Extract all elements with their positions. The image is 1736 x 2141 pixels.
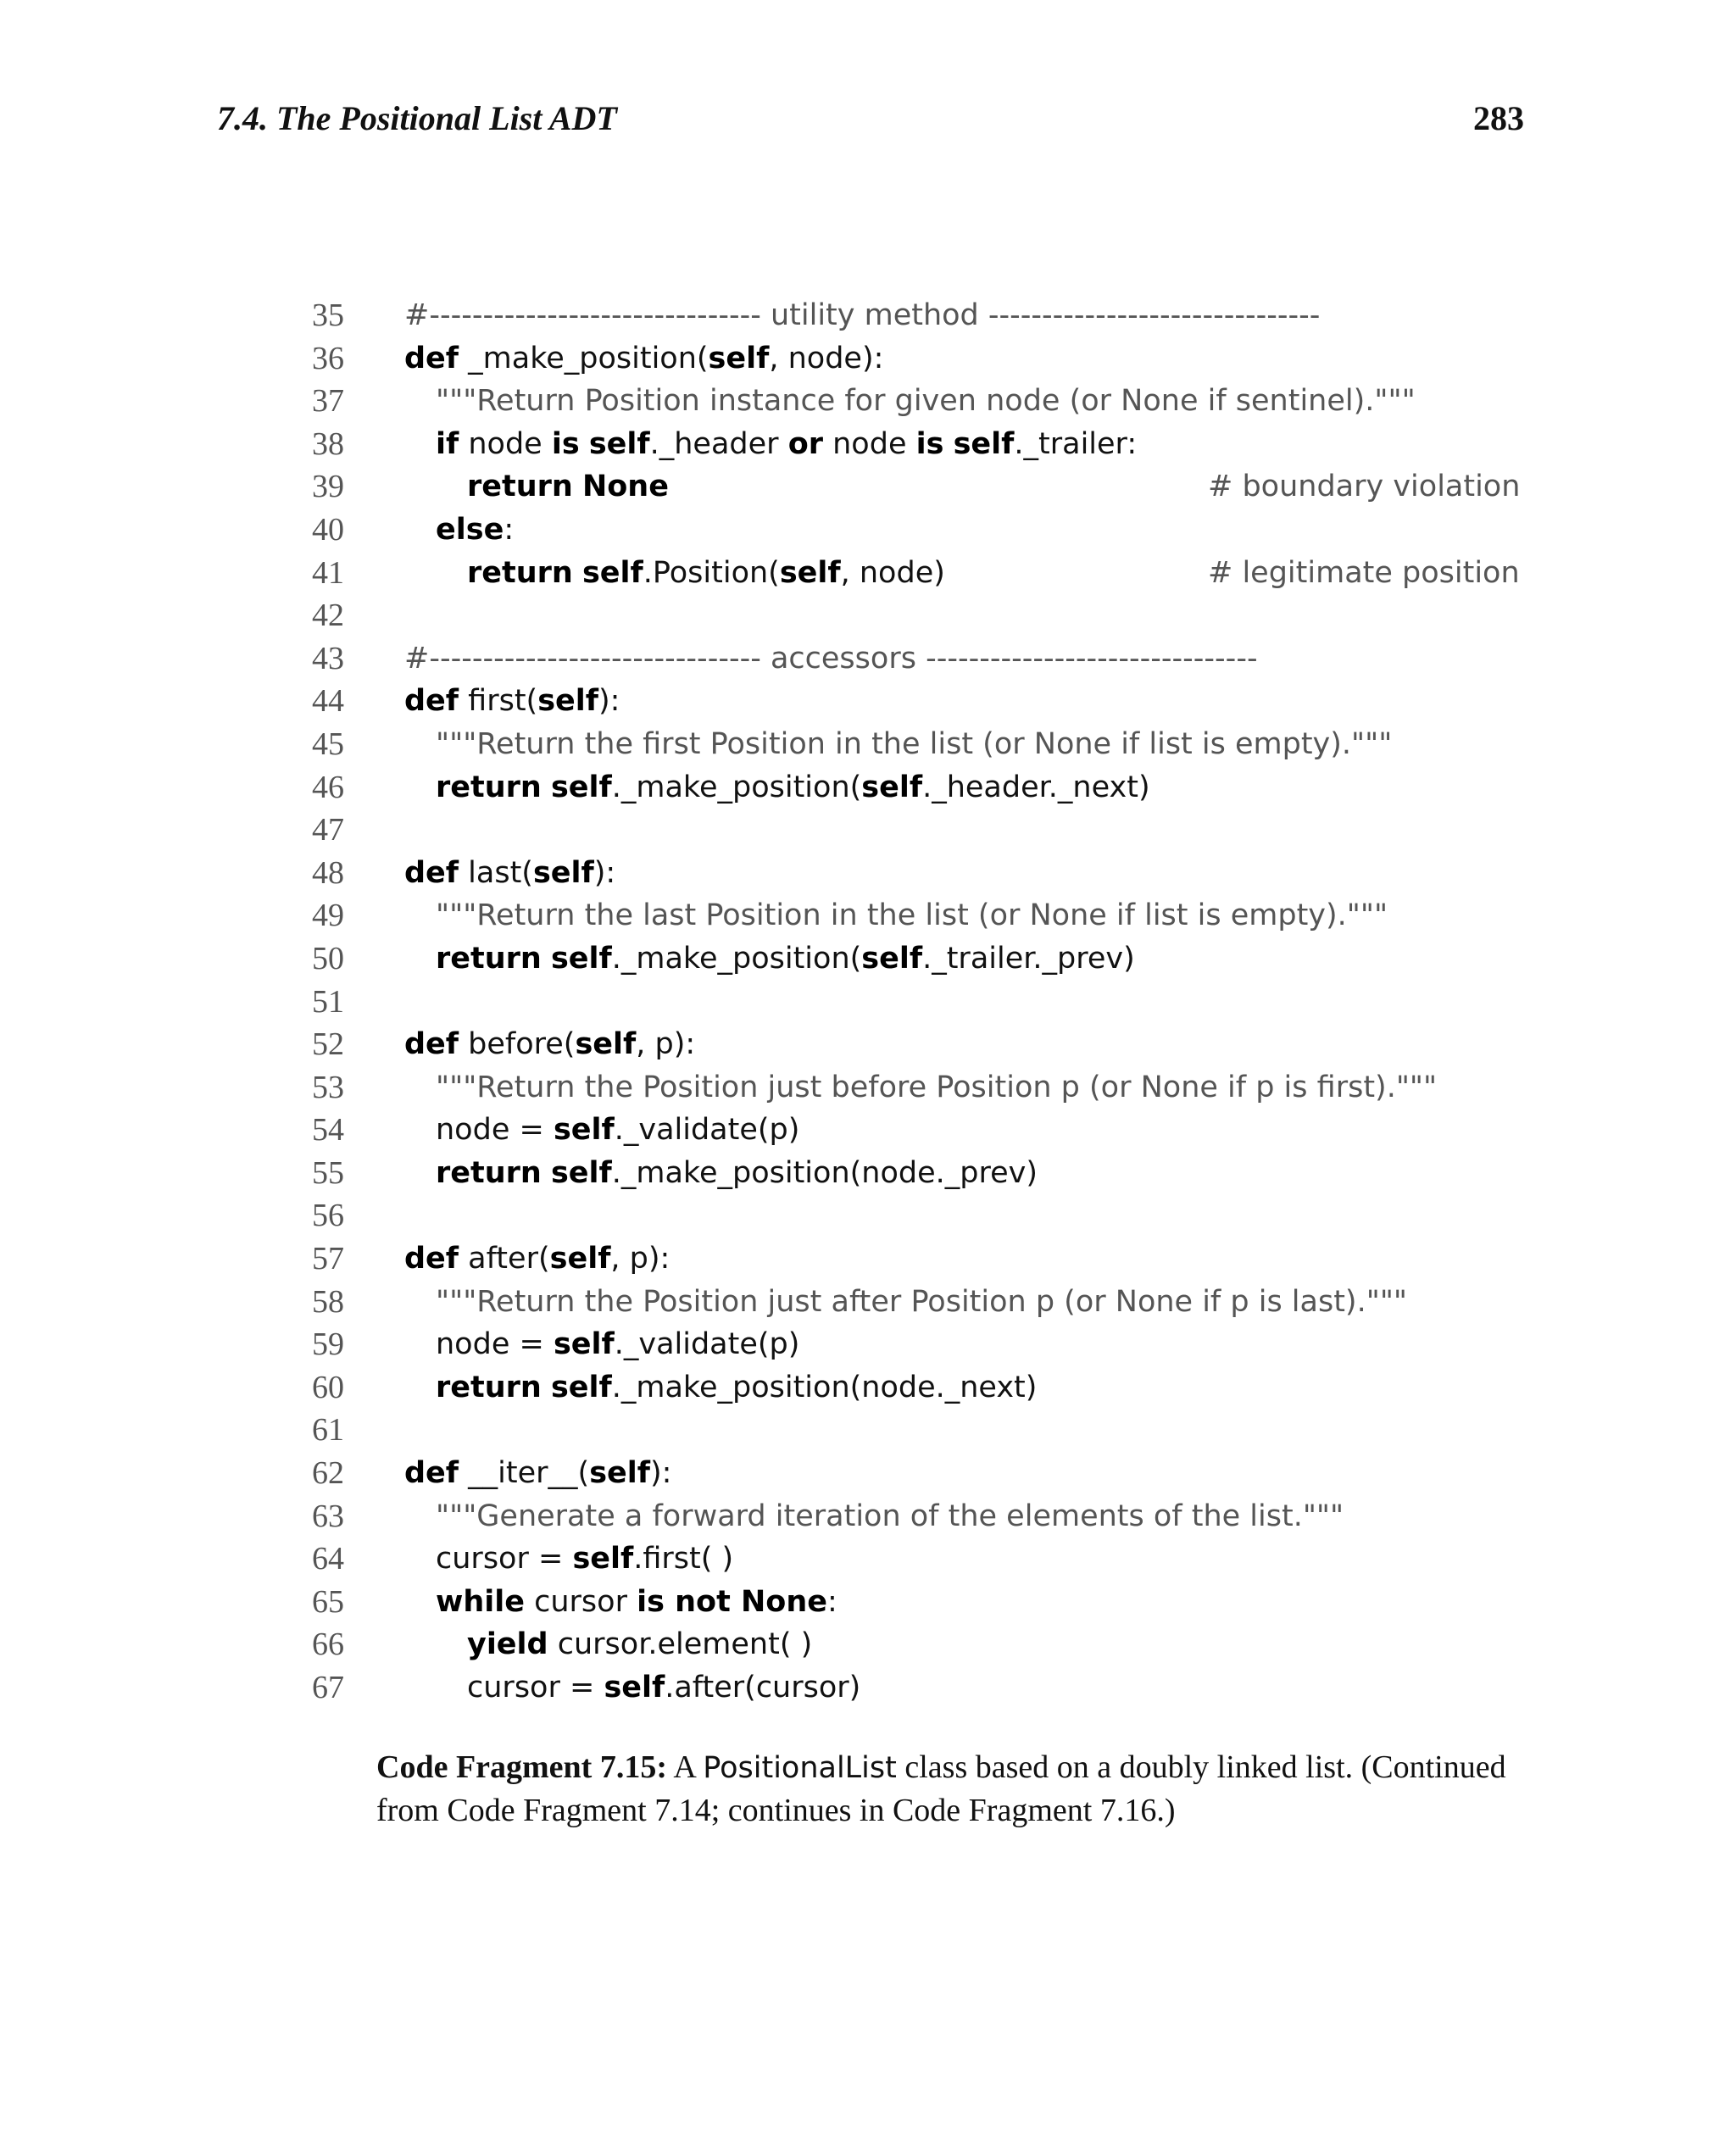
code-keyword: is not None bbox=[637, 1584, 827, 1619]
code-text bbox=[436, 1152, 1038, 1195]
inline-comment: # legitimate position bbox=[1208, 555, 1520, 590]
code-text bbox=[467, 465, 669, 509]
code-line bbox=[288, 1495, 1526, 1538]
code-token: ): bbox=[593, 855, 616, 890]
code-text bbox=[436, 509, 514, 552]
code-line bbox=[288, 1109, 1526, 1152]
code-keyword: self bbox=[861, 770, 923, 804]
line-number: 63 bbox=[312, 1498, 344, 1534]
code-keyword: self bbox=[532, 855, 594, 890]
code-line bbox=[288, 423, 1526, 466]
code-line bbox=[288, 509, 1526, 552]
code-keyword: return bbox=[467, 555, 573, 590]
code-token: ._make_position(node._prev) bbox=[611, 1155, 1038, 1190]
code-token: ._make_position( bbox=[611, 941, 862, 976]
line-number: 46 bbox=[312, 769, 344, 805]
code-text bbox=[436, 1066, 1437, 1109]
code-text bbox=[467, 552, 945, 595]
code-keyword: while bbox=[436, 1584, 525, 1619]
code-line bbox=[288, 1152, 1526, 1195]
code-text bbox=[436, 723, 1392, 766]
code-line bbox=[288, 1581, 1526, 1624]
code-token bbox=[943, 427, 953, 461]
code-keyword: self bbox=[581, 555, 643, 590]
code-token: ): bbox=[649, 1456, 672, 1491]
code-keyword: self bbox=[550, 1155, 612, 1190]
code-token: ._make_position( bbox=[611, 770, 862, 804]
code-keyword: self bbox=[550, 770, 612, 804]
line-number: 41 bbox=[312, 554, 344, 591]
code-keyword: self bbox=[779, 555, 841, 590]
code-keyword: self bbox=[861, 941, 923, 976]
section-title: 7.4. The Positional List ADT bbox=[217, 99, 617, 137]
code-line bbox=[288, 1623, 1526, 1666]
code-line bbox=[288, 723, 1526, 766]
line-number: 43 bbox=[312, 640, 344, 676]
line-number: 35 bbox=[312, 298, 344, 333]
line-number: 47 bbox=[312, 812, 344, 848]
code-token: : bbox=[504, 512, 515, 547]
code-keyword: def bbox=[404, 684, 459, 719]
line-number: 64 bbox=[312, 1541, 344, 1577]
inline-comment: # boundary violation bbox=[1208, 470, 1521, 504]
code-line bbox=[288, 809, 1526, 852]
code-text bbox=[467, 1623, 812, 1666]
code-token: ._validate(p) bbox=[614, 1113, 800, 1148]
code-docstring: """Return the last Position in the list (or None if list is empty).""" bbox=[436, 898, 1388, 933]
code-token: ._make_position(node._next) bbox=[611, 1370, 1038, 1404]
code-keyword: self bbox=[588, 426, 650, 461]
line-number: 66 bbox=[312, 1627, 344, 1663]
code-token: ._header bbox=[649, 426, 788, 461]
code-token: .Position( bbox=[643, 555, 780, 590]
code-comment: #------------------------------- utility method ------------------------------- bbox=[404, 298, 1321, 332]
code-line bbox=[288, 1452, 1526, 1495]
line-number: 39 bbox=[312, 469, 344, 505]
code-keyword: self bbox=[575, 1027, 637, 1062]
code-keyword: is bbox=[915, 426, 944, 461]
code-token: cursor = bbox=[467, 1671, 604, 1704]
code-text bbox=[404, 1237, 670, 1281]
code-line bbox=[288, 1323, 1526, 1366]
code-token: _make_position( bbox=[459, 341, 709, 375]
code-line bbox=[288, 1538, 1526, 1581]
code-text bbox=[404, 637, 1258, 681]
code-listing bbox=[288, 294, 1526, 1710]
code-token: __iter__( bbox=[459, 1456, 590, 1491]
line-number: 59 bbox=[312, 1326, 344, 1363]
code-line bbox=[288, 1366, 1526, 1410]
code-token: cursor.element( ) bbox=[548, 1627, 813, 1662]
code-line bbox=[288, 294, 1526, 337]
line-number: 62 bbox=[312, 1455, 344, 1492]
code-keyword: def bbox=[404, 1456, 459, 1491]
line-number: 36 bbox=[312, 340, 344, 376]
code-keyword: self bbox=[572, 1542, 634, 1577]
code-token: , node) bbox=[840, 555, 945, 590]
code-text bbox=[404, 337, 883, 381]
code-token bbox=[573, 470, 582, 503]
code-keyword: is bbox=[551, 426, 580, 461]
page-number: 283 bbox=[1473, 99, 1524, 137]
line-number: 51 bbox=[312, 983, 344, 1020]
code-token: after( bbox=[459, 1242, 550, 1276]
code-token: .first( ) bbox=[633, 1542, 734, 1577]
code-token: ._validate(p) bbox=[614, 1327, 800, 1362]
code-token bbox=[542, 942, 551, 976]
code-text bbox=[404, 1452, 671, 1495]
code-text bbox=[436, 1109, 799, 1152]
code-keyword: or bbox=[787, 426, 823, 461]
code-text bbox=[436, 1495, 1344, 1538]
code-token: cursor = bbox=[436, 1542, 573, 1577]
line-number: 38 bbox=[312, 425, 344, 462]
code-token: , node): bbox=[769, 341, 884, 375]
code-line bbox=[288, 680, 1526, 723]
code-line bbox=[288, 1023, 1526, 1066]
code-token: before( bbox=[459, 1027, 576, 1062]
code-keyword: self bbox=[537, 684, 599, 719]
line-number: 57 bbox=[312, 1241, 344, 1277]
line-number: 53 bbox=[312, 1069, 344, 1105]
code-line bbox=[288, 894, 1526, 937]
line-number: 54 bbox=[312, 1112, 344, 1148]
code-keyword: def bbox=[404, 1027, 459, 1062]
line-number: 55 bbox=[312, 1154, 344, 1191]
code-text bbox=[436, 1281, 1407, 1324]
code-token bbox=[542, 770, 551, 804]
code-keyword: return bbox=[436, 1370, 542, 1404]
line-number: 40 bbox=[312, 511, 344, 548]
code-keyword: None bbox=[581, 470, 669, 504]
code-keyword: self bbox=[604, 1671, 665, 1704]
code-text bbox=[436, 894, 1388, 937]
code-token: .after(cursor) bbox=[665, 1671, 861, 1704]
code-token: , p): bbox=[610, 1242, 670, 1276]
code-docstring: """Generate a forward iteration of the elements of the list.""" bbox=[436, 1499, 1344, 1533]
code-keyword: self bbox=[550, 1370, 612, 1404]
code-line bbox=[288, 766, 1526, 809]
code-keyword: return bbox=[436, 1155, 542, 1190]
code-text bbox=[436, 1323, 799, 1366]
line-number: 67 bbox=[312, 1670, 344, 1705]
code-text bbox=[436, 1366, 1037, 1410]
line-number: 65 bbox=[312, 1583, 344, 1620]
code-token bbox=[580, 427, 589, 461]
code-text bbox=[404, 294, 1320, 337]
code-text bbox=[404, 852, 615, 895]
caption-text: class based on a doubly linked list. (Continued from Code Fragment 7.14; continues in Code Fragment 7.16.) bbox=[376, 1749, 1506, 1828]
line-number: 42 bbox=[312, 598, 344, 634]
code-token: ._trailer._prev) bbox=[922, 941, 1135, 976]
code-keyword: else bbox=[436, 512, 504, 547]
code-token bbox=[542, 1371, 551, 1404]
code-keyword: def bbox=[404, 1242, 459, 1276]
code-line bbox=[288, 1066, 1526, 1109]
code-docstring: """Return the Position just before Position p (or None if p is first).""" bbox=[436, 1070, 1438, 1104]
line-number: 56 bbox=[312, 1198, 344, 1234]
code-keyword: if bbox=[436, 426, 459, 461]
line-number: 58 bbox=[312, 1283, 344, 1320]
figure-caption bbox=[376, 1746, 1529, 1832]
code-keyword: self bbox=[708, 341, 770, 375]
code-line bbox=[288, 1281, 1526, 1324]
code-keyword: self bbox=[953, 426, 1015, 461]
code-keyword: return bbox=[436, 770, 542, 804]
code-line bbox=[288, 1237, 1526, 1281]
code-line bbox=[288, 1666, 1526, 1710]
code-token: node = bbox=[436, 1113, 554, 1148]
running-header bbox=[217, 98, 1524, 149]
code-token: ): bbox=[598, 684, 620, 719]
line-number: 49 bbox=[312, 898, 344, 934]
code-token: node bbox=[459, 426, 552, 461]
code-text bbox=[467, 1666, 860, 1710]
code-text bbox=[436, 937, 1135, 981]
code-text bbox=[436, 380, 1416, 423]
code-token: first( bbox=[459, 684, 538, 719]
code-keyword: return bbox=[467, 470, 573, 504]
code-keyword: def bbox=[404, 341, 459, 375]
code-token: last( bbox=[459, 855, 533, 890]
line-number: 45 bbox=[312, 726, 344, 762]
code-line bbox=[288, 465, 1526, 509]
code-line bbox=[288, 594, 1526, 637]
code-text bbox=[436, 423, 1137, 466]
code-line bbox=[288, 981, 1526, 1024]
code-line bbox=[288, 637, 1526, 681]
line-number: 60 bbox=[312, 1369, 344, 1405]
code-keyword: return bbox=[436, 941, 542, 976]
code-keyword: def bbox=[404, 855, 459, 890]
code-docstring: """Return Position instance for given node (or None if sentinel).""" bbox=[436, 384, 1416, 419]
code-line bbox=[288, 380, 1526, 423]
caption-label: Code Fragment 7.15: bbox=[376, 1749, 667, 1785]
code-text bbox=[404, 1023, 695, 1066]
code-token: : bbox=[826, 1584, 837, 1619]
code-line bbox=[288, 552, 1526, 595]
code-text bbox=[436, 766, 1150, 809]
caption-pre: A bbox=[666, 1749, 704, 1785]
code-docstring: """Return the Position just after Position p (or None if p is last).""" bbox=[436, 1284, 1408, 1319]
code-token: node = bbox=[436, 1327, 554, 1362]
code-token: , p): bbox=[636, 1027, 696, 1062]
code-text bbox=[404, 680, 620, 723]
code-token: node bbox=[823, 426, 916, 461]
code-token bbox=[573, 556, 582, 590]
line-number: 37 bbox=[312, 383, 344, 420]
code-keyword: self bbox=[553, 1113, 615, 1148]
line-number: 48 bbox=[312, 854, 344, 891]
code-text bbox=[436, 1538, 733, 1581]
code-token bbox=[542, 1156, 551, 1190]
code-line bbox=[288, 1409, 1526, 1452]
line-number: 52 bbox=[312, 1026, 344, 1063]
code-docstring: """Return the first Position in the list (or None if list is empty).""" bbox=[436, 726, 1393, 761]
caption-class-name: PositionalList bbox=[703, 1751, 897, 1785]
code-line bbox=[288, 852, 1526, 895]
code-token: cursor bbox=[524, 1584, 637, 1619]
code-keyword: self bbox=[550, 941, 612, 976]
code-keyword: self bbox=[589, 1456, 650, 1491]
code-token: ._trailer: bbox=[1014, 426, 1138, 461]
code-line bbox=[288, 937, 1526, 981]
code-keyword: self bbox=[549, 1242, 611, 1276]
code-text bbox=[436, 1581, 837, 1624]
code-keyword: yield bbox=[467, 1627, 548, 1662]
code-line bbox=[288, 1194, 1526, 1237]
code-comment: #------------------------------- accessors ------------------------------- bbox=[404, 641, 1258, 676]
line-number: 61 bbox=[312, 1412, 344, 1449]
code-keyword: self bbox=[553, 1327, 615, 1362]
code-token: ._header._next) bbox=[922, 770, 1150, 804]
code-line bbox=[288, 337, 1526, 381]
line-number: 50 bbox=[312, 940, 344, 976]
line-number: 44 bbox=[312, 683, 344, 720]
